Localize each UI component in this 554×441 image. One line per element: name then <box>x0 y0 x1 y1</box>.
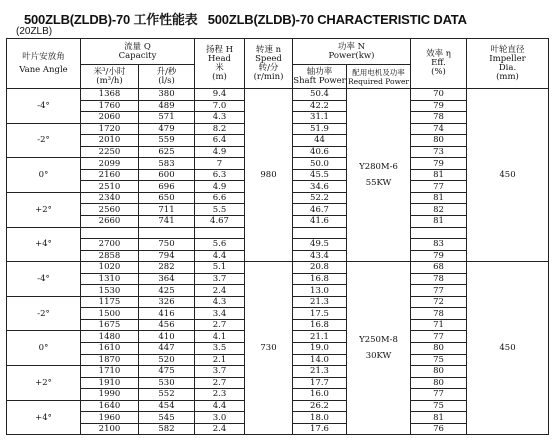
efficiency-cell: 77 <box>411 285 467 297</box>
header-head-cn2: 米 <box>215 62 224 73</box>
shaft-power-cell: 20.8 <box>293 262 347 274</box>
capacity-m3h-cell: 1640 <box>81 400 139 412</box>
head-cell: 6.4 <box>195 135 245 147</box>
head-cell: 4.67 <box>195 216 245 228</box>
header-capacity-m3h-cn: 米³/小时 <box>93 66 126 77</box>
efficiency-cell: 80 <box>411 135 467 147</box>
header-speed <box>245 39 293 89</box>
shaft-power-cell: 18.0 <box>293 412 347 424</box>
vane-angle-cell: +2° <box>7 366 81 401</box>
header-power <box>293 39 411 65</box>
efficiency-cell: 80 <box>411 366 467 378</box>
shaft-power-cell: 40.6 <box>293 146 347 158</box>
efficiency-cell: 70 <box>411 89 467 101</box>
header-head <box>195 39 245 89</box>
capacity-ls-cell: 750 <box>139 239 195 251</box>
shaft-power-cell: 43.4 <box>293 250 347 262</box>
shaft-power-cell: 50.0 <box>293 158 347 170</box>
header-impeller-en: Impeller <box>489 53 526 64</box>
capacity-m3h-cell: 2560 <box>81 204 139 216</box>
shaft-power-cell: 16.8 <box>293 319 347 331</box>
header-capacity-ls-unit: (l/s) <box>158 75 175 86</box>
shaft-power-cell: 41.6 <box>293 216 347 228</box>
table-row <box>7 262 549 274</box>
header-speed-cn: 转速 n <box>255 44 282 55</box>
header-eff-unit: (%) <box>431 67 446 77</box>
head-cell: 4.4 <box>195 250 245 262</box>
capacity-ls-cell: 416 <box>139 308 195 320</box>
capacity-m3h-cell: 1910 <box>81 377 139 389</box>
header-capacity-m3h <box>81 65 139 89</box>
capacity-m3h-cell: 1960 <box>81 412 139 424</box>
efficiency-cell: 74 <box>411 123 467 135</box>
characteristic-table <box>6 38 549 435</box>
shaft-power-cell: 51.9 <box>293 123 347 135</box>
vane-angle-cell: +4° <box>7 400 81 435</box>
capacity-m3h-cell: 1500 <box>81 308 139 320</box>
capacity-ls-cell <box>139 227 195 239</box>
capacity-ls-cell: 552 <box>139 389 195 401</box>
capacity-ls-cell: 326 <box>139 296 195 308</box>
capacity-m3h-cell: 1610 <box>81 343 139 355</box>
capacity-ls-cell: 741 <box>139 216 195 228</box>
capacity-m3h-cell: 2250 <box>81 146 139 158</box>
capacity-ls-cell: 600 <box>139 169 195 181</box>
header-head-unit: (m) <box>212 71 227 82</box>
required-power-cell <box>347 89 411 262</box>
speed-cell: 730 <box>245 262 293 435</box>
header-capacity-cn: 流量 Q <box>124 41 151 52</box>
efficiency-cell <box>411 227 467 239</box>
impeller-cell: 450 <box>467 89 549 262</box>
shaft-power-cell: 19.0 <box>293 343 347 355</box>
vane-angle-cell: 0° <box>7 331 81 366</box>
header-capacity-ls <box>139 65 195 89</box>
title-cn: 500ZLB(ZLDB)-70 工作性能表 <box>24 12 198 27</box>
efficiency-cell: 81 <box>411 216 467 228</box>
header-speed-en: Speed <box>255 53 282 64</box>
capacity-m3h-cell: 1530 <box>81 285 139 297</box>
motor-power: 30KW <box>365 351 392 362</box>
head-cell: 4.4 <box>195 400 245 412</box>
header-shaft-power-cn: 轴功率 <box>306 66 333 77</box>
header-impeller-cn: 叶轮直径 <box>490 44 525 55</box>
head-cell: 4.3 <box>195 296 245 308</box>
capacity-ls-cell: 475 <box>139 366 195 378</box>
table-body <box>7 89 549 435</box>
shaft-power-cell: 26.2 <box>293 400 347 412</box>
shaft-power-cell: 31.1 <box>293 112 347 124</box>
efficiency-cell: 68 <box>411 262 467 274</box>
capacity-ls-cell: 425 <box>139 285 195 297</box>
shaft-power-cell: 14.0 <box>293 354 347 366</box>
shaft-power-cell: 50.4 <box>293 89 347 101</box>
head-cell: 2.3 <box>195 389 245 401</box>
head-cell: 4.3 <box>195 112 245 124</box>
head-cell: 4.9 <box>195 181 245 193</box>
shaft-power-cell: 17.7 <box>293 377 347 389</box>
capacity-ls-cell: 625 <box>139 146 195 158</box>
shaft-power-cell: 17.5 <box>293 308 347 320</box>
motor-model: Y250M-8 <box>359 335 398 346</box>
capacity-m3h-cell: 2060 <box>81 112 139 124</box>
capacity-m3h-cell: 1675 <box>81 319 139 331</box>
header-capacity-m3h-unit: (m³/h) <box>96 75 123 86</box>
capacity-m3h-cell: 2510 <box>81 181 139 193</box>
table-row <box>7 89 549 101</box>
head-cell: 8.2 <box>195 123 245 135</box>
capacity-ls-cell: 794 <box>139 250 195 262</box>
header-speed-unit: (r/min) <box>253 71 284 82</box>
shaft-power-cell: 21.1 <box>293 331 347 343</box>
header-impeller <box>467 39 549 89</box>
shaft-power-cell: 13.0 <box>293 285 347 297</box>
capacity-m3h-cell: 1990 <box>81 389 139 401</box>
head-cell: 2.4 <box>195 423 245 435</box>
capacity-m3h-cell: 2340 <box>81 192 139 204</box>
efficiency-cell: 79 <box>411 158 467 170</box>
head-cell: 2.1 <box>195 354 245 366</box>
efficiency-cell: 76 <box>411 423 467 435</box>
capacity-m3h-cell: 2099 <box>81 158 139 170</box>
efficiency-cell: 79 <box>411 250 467 262</box>
header-shaft-power-en: Shaft Power <box>293 75 346 86</box>
head-cell: 5.1 <box>195 262 245 274</box>
capacity-m3h-cell: 1020 <box>81 262 139 274</box>
header-capacity <box>81 39 195 65</box>
page-subtitle: (20ZLB) <box>16 26 53 37</box>
head-cell: 6.6 <box>195 192 245 204</box>
capacity-ls-cell: 520 <box>139 354 195 366</box>
efficiency-cell: 80 <box>411 343 467 355</box>
shaft-power-cell: 21.3 <box>293 296 347 308</box>
efficiency-cell: 81 <box>411 412 467 424</box>
capacity-m3h-cell: 2858 <box>81 250 139 262</box>
head-cell: 7 <box>195 158 245 170</box>
efficiency-cell: 73 <box>411 146 467 158</box>
head-cell: 3.4 <box>195 308 245 320</box>
vane-angle-cell: +4° <box>7 227 81 262</box>
efficiency-cell: 77 <box>411 181 467 193</box>
head-cell: 3.0 <box>195 412 245 424</box>
efficiency-cell: 75 <box>411 354 467 366</box>
capacity-ls-cell: 454 <box>139 400 195 412</box>
head-cell: 2.7 <box>195 319 245 331</box>
capacity-ls-cell: 583 <box>139 158 195 170</box>
capacity-ls-cell: 545 <box>139 412 195 424</box>
head-cell: 4.9 <box>195 146 245 158</box>
header-eff-cn: 效率 η <box>426 49 451 59</box>
capacity-m3h-cell: 1310 <box>81 273 139 285</box>
efficiency-cell: 77 <box>411 389 467 401</box>
head-cell: 6.3 <box>195 169 245 181</box>
page-title <box>24 9 467 28</box>
shaft-power-cell: 34.6 <box>293 181 347 193</box>
head-cell: 2.4 <box>195 285 245 297</box>
shaft-power-cell <box>293 227 347 239</box>
efficiency-cell: 72 <box>411 296 467 308</box>
capacity-m3h-cell: 2660 <box>81 216 139 228</box>
motor-power: 55KW <box>365 178 392 189</box>
capacity-m3h-cell: 2160 <box>81 169 139 181</box>
capacity-ls-cell: 456 <box>139 319 195 331</box>
shaft-power-cell: 16.0 <box>293 389 347 401</box>
capacity-m3h-cell: 1870 <box>81 354 139 366</box>
head-cell: 3.5 <box>195 343 245 355</box>
efficiency-cell: 80 <box>411 377 467 389</box>
motor-model: Y280M-6 <box>359 162 398 173</box>
capacity-m3h-cell: 2700 <box>81 239 139 251</box>
header-impeller-unit: (mm) <box>496 71 519 82</box>
capacity-m3h-cell: 1480 <box>81 331 139 343</box>
capacity-m3h-cell: 1760 <box>81 100 139 112</box>
header-power-cn: 功率 N <box>337 41 366 52</box>
shaft-power-cell: 16.8 <box>293 273 347 285</box>
shaft-power-cell: 42.2 <box>293 100 347 112</box>
efficiency-cell: 77 <box>411 331 467 343</box>
capacity-ls-cell: 530 <box>139 377 195 389</box>
efficiency-cell: 83 <box>411 239 467 251</box>
vane-angle-cell: -2° <box>7 123 81 158</box>
head-cell: 2.7 <box>195 377 245 389</box>
header-eff <box>411 39 467 89</box>
vane-angle-cell: -2° <box>7 296 81 331</box>
shaft-power-cell: 49.5 <box>293 239 347 251</box>
capacity-ls-cell: 696 <box>139 181 195 193</box>
header-required-power-en: Required Power <box>347 76 410 86</box>
required-power-cell <box>347 262 411 435</box>
header-capacity-ls-cn: 升/秒 <box>156 66 177 77</box>
head-cell: 3.7 <box>195 273 245 285</box>
header-required-power-cn: 配用电机及功率 <box>352 67 405 77</box>
capacity-m3h-cell <box>81 227 139 239</box>
capacity-m3h-cell: 1710 <box>81 366 139 378</box>
efficiency-cell: 82 <box>411 204 467 216</box>
capacity-ls-cell: 282 <box>139 262 195 274</box>
capacity-m3h-cell: 2010 <box>81 135 139 147</box>
shaft-power-cell: 17.6 <box>293 423 347 435</box>
capacity-ls-cell: 489 <box>139 100 195 112</box>
header-head-cn: 扬程 H <box>205 44 234 55</box>
efficiency-cell: 71 <box>411 319 467 331</box>
capacity-ls-cell: 447 <box>139 343 195 355</box>
speed-cell: 980 <box>245 89 293 262</box>
header-capacity-en: Capacity <box>118 50 157 61</box>
capacity-ls-cell: 582 <box>139 423 195 435</box>
capacity-m3h-cell: 1368 <box>81 89 139 101</box>
efficiency-cell: 78 <box>411 308 467 320</box>
title-en: 500ZLB(ZLDB)-70 CHARACTERISTIC DATA <box>207 12 467 27</box>
shaft-power-cell: 52.2 <box>293 192 347 204</box>
efficiency-cell: 79 <box>411 100 467 112</box>
head-cell: 9.4 <box>195 89 245 101</box>
header-speed-cn2: 转/分 <box>258 62 279 73</box>
header-vane-angle-en: Vane Angle <box>19 64 68 75</box>
capacity-m3h-cell: 1175 <box>81 296 139 308</box>
capacity-ls-cell: 650 <box>139 192 195 204</box>
head-cell: 7.0 <box>195 100 245 112</box>
efficiency-cell: 81 <box>411 192 467 204</box>
capacity-ls-cell: 364 <box>139 273 195 285</box>
shaft-power-cell: 44 <box>293 135 347 147</box>
efficiency-cell: 78 <box>411 112 467 124</box>
header-vane-angle-cn: 叶片安放角 <box>22 51 65 62</box>
impeller-cell: 450 <box>467 262 549 435</box>
vane-angle-cell: -4° <box>7 262 81 297</box>
capacity-ls-cell: 380 <box>139 89 195 101</box>
shaft-power-cell: 45.5 <box>293 169 347 181</box>
header-required-power <box>347 65 411 89</box>
shaft-power-cell: 46.7 <box>293 204 347 216</box>
vane-angle-cell: 0° <box>7 158 81 193</box>
head-cell: 5.5 <box>195 204 245 216</box>
capacity-ls-cell: 571 <box>139 112 195 124</box>
header-vane-angle <box>7 39 81 89</box>
header-impeller-en2: Dia. <box>498 62 517 73</box>
head-cell <box>195 227 245 239</box>
vane-angle-cell: +2° <box>7 192 81 227</box>
capacity-ls-cell: 711 <box>139 204 195 216</box>
capacity-ls-cell: 410 <box>139 331 195 343</box>
header-power-en: Power(kw) <box>328 50 375 61</box>
header-head-en: Head <box>208 53 231 64</box>
efficiency-cell: 75 <box>411 400 467 412</box>
efficiency-cell: 78 <box>411 273 467 285</box>
capacity-m3h-cell: 2100 <box>81 423 139 435</box>
shaft-power-cell: 21.3 <box>293 366 347 378</box>
capacity-m3h-cell: 1720 <box>81 123 139 135</box>
header-eff-en: Eff. <box>431 58 446 68</box>
vane-angle-cell: -4° <box>7 89 81 124</box>
head-cell: 3.7 <box>195 366 245 378</box>
capacity-ls-cell: 559 <box>139 135 195 147</box>
head-cell: 4.1 <box>195 331 245 343</box>
efficiency-cell: 81 <box>411 169 467 181</box>
header-shaft-power <box>293 65 347 89</box>
head-cell: 5.6 <box>195 239 245 251</box>
capacity-ls-cell: 479 <box>139 123 195 135</box>
